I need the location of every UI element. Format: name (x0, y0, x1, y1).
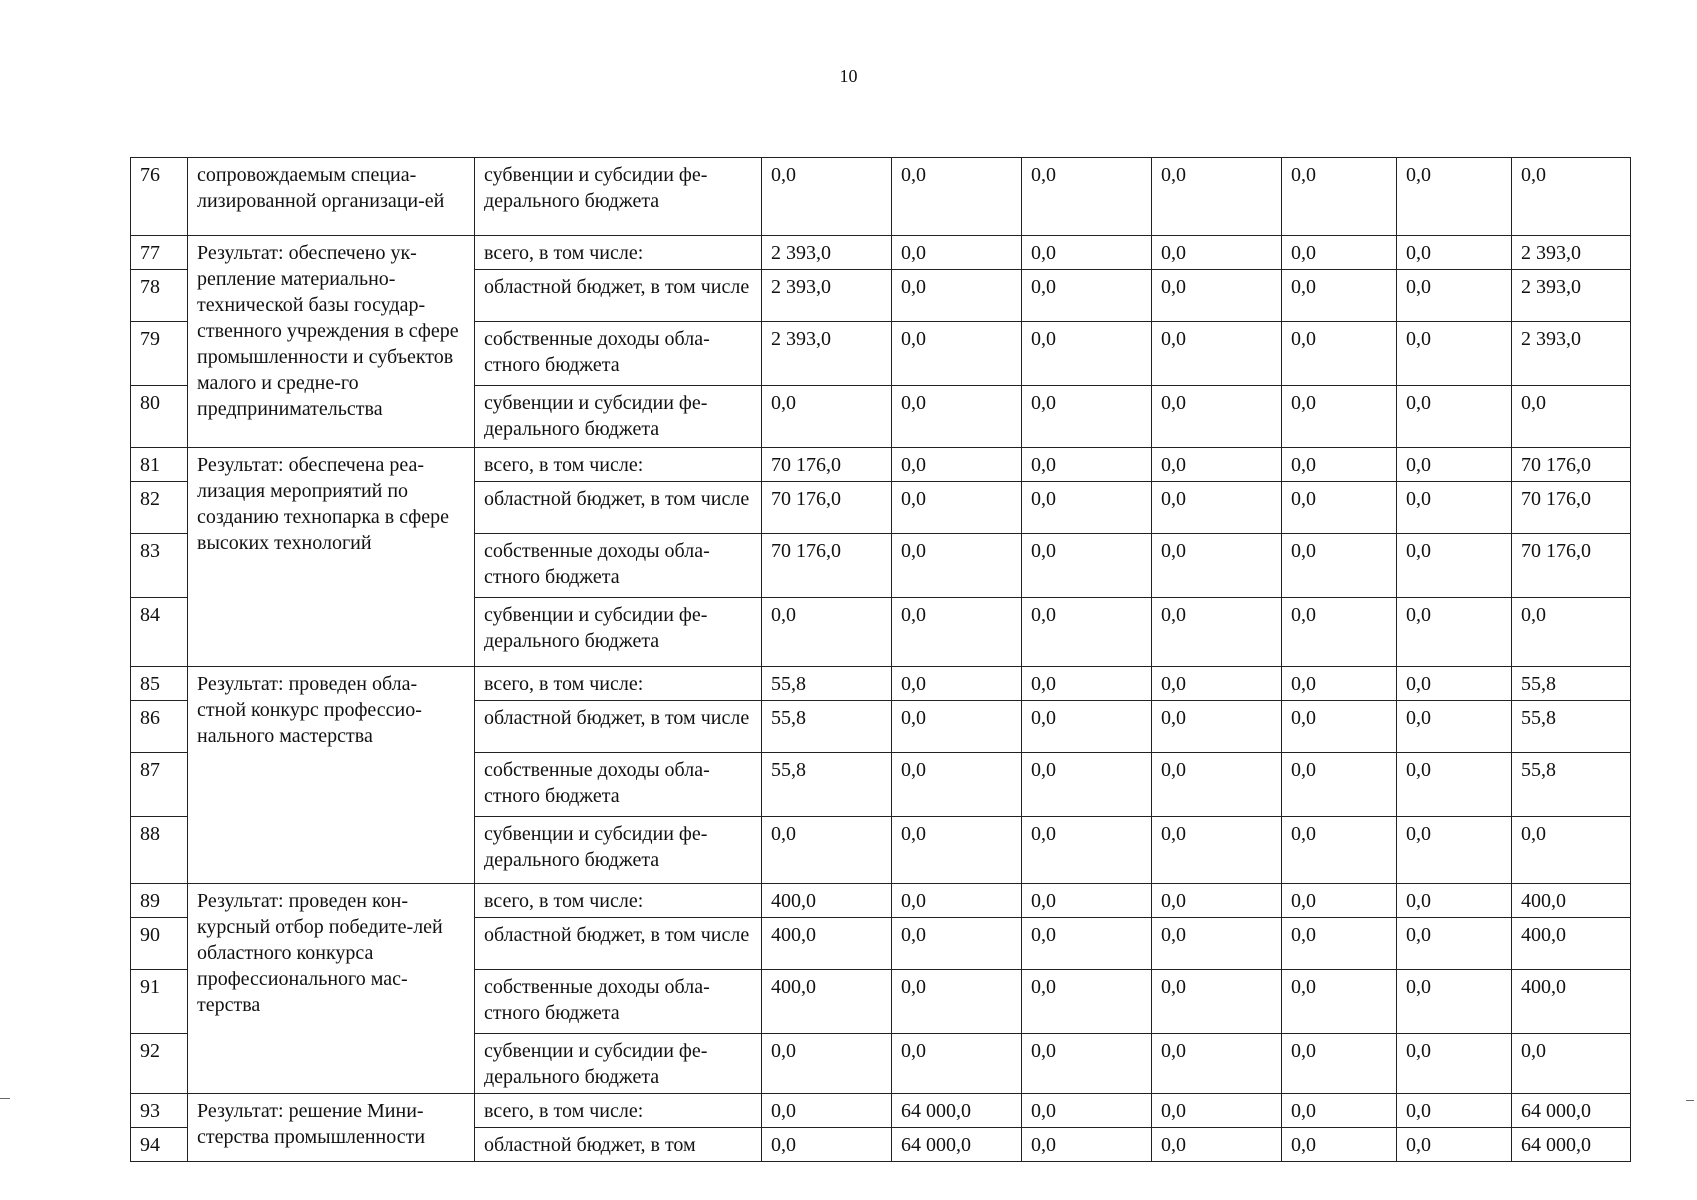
value-cell: 0,0 (1397, 701, 1512, 753)
total-cell: 55,8 (1512, 753, 1631, 817)
value-cell: 0,0 (762, 1094, 892, 1128)
value-cell: 0,0 (1152, 534, 1282, 598)
funding-source: областной бюджет, в том числе (475, 918, 762, 970)
value-cell: 0,0 (892, 482, 1022, 534)
value-cell: 0,0 (892, 534, 1022, 598)
row-number: 93 (131, 1094, 188, 1128)
total-cell: 70 176,0 (1512, 448, 1631, 482)
total-cell: 0,0 (1512, 158, 1631, 236)
table-row (131, 448, 1631, 482)
row-number: 94 (131, 1128, 188, 1162)
result-description: Результат: проведен кон-курсный отбор победите-лей областного конкурса профессионального мас-терства (188, 884, 475, 1094)
total-cell: 2 393,0 (1512, 236, 1631, 270)
value-cell: 0,0 (1152, 884, 1282, 918)
value-cell: 0,0 (1282, 817, 1397, 884)
funding-source: субвенции и субсидии фе-дерального бюджета (475, 158, 762, 236)
scan-mark (0, 1098, 10, 1099)
value-cell: 0,0 (1152, 236, 1282, 270)
value-cell: 0,0 (1282, 753, 1397, 817)
result-description: Результат: обеспечено ук-репление материально-технической базы государ-ственного учреждения в сфере промышленности и субъектов малого и средне-го предпринимательства (188, 236, 475, 448)
total-cell: 55,8 (1512, 701, 1631, 753)
funding-source: собственные доходы обла-стного бюджета (475, 534, 762, 598)
value-cell: 0,0 (1022, 918, 1152, 970)
result-description: Результат: обеспечена реа-лизация мероприятий по созданию технопарка в сфере высоких технологий (188, 448, 475, 667)
value-cell: 0,0 (1022, 386, 1152, 448)
value-cell: 0,0 (1282, 667, 1397, 701)
value-cell: 400,0 (762, 970, 892, 1034)
value-cell: 0,0 (892, 970, 1022, 1034)
value-cell: 0,0 (1022, 884, 1152, 918)
value-cell: 0,0 (1152, 158, 1282, 236)
value-cell: 0,0 (892, 236, 1022, 270)
value-cell: 0,0 (1282, 884, 1397, 918)
row-number: 84 (131, 598, 188, 667)
value-cell: 55,8 (762, 753, 892, 817)
funding-source: собственные доходы обла-стного бюджета (475, 753, 762, 817)
value-cell: 0,0 (1022, 817, 1152, 884)
funding-source: всего, в том числе: (475, 1094, 762, 1128)
value-cell: 0,0 (1282, 448, 1397, 482)
value-cell: 70 176,0 (762, 448, 892, 482)
value-cell: 0,0 (1282, 482, 1397, 534)
row-number: 91 (131, 970, 188, 1034)
value-cell: 0,0 (1152, 701, 1282, 753)
value-cell: 0,0 (892, 817, 1022, 884)
value-cell: 0,0 (1022, 482, 1152, 534)
value-cell: 0,0 (1022, 448, 1152, 482)
total-cell: 400,0 (1512, 970, 1631, 1034)
value-cell: 0,0 (892, 884, 1022, 918)
row-number: 87 (131, 753, 188, 817)
value-cell: 0,0 (892, 701, 1022, 753)
value-cell: 0,0 (1022, 270, 1152, 322)
value-cell: 0,0 (1397, 236, 1512, 270)
value-cell: 0,0 (1152, 1034, 1282, 1094)
value-cell: 0,0 (1022, 1034, 1152, 1094)
funding-source: областной бюджет, в том числе (475, 701, 762, 753)
budget-table (130, 157, 1631, 1162)
row-number: 80 (131, 386, 188, 448)
row-number: 85 (131, 667, 188, 701)
value-cell: 0,0 (892, 1034, 1022, 1094)
total-cell: 0,0 (1512, 386, 1631, 448)
value-cell: 0,0 (1397, 270, 1512, 322)
total-cell: 0,0 (1512, 1034, 1631, 1094)
value-cell: 0,0 (1397, 753, 1512, 817)
total-cell: 64 000,0 (1512, 1128, 1631, 1162)
value-cell: 0,0 (1397, 322, 1512, 386)
value-cell: 0,0 (1282, 158, 1397, 236)
value-cell: 0,0 (1152, 598, 1282, 667)
value-cell: 0,0 (1397, 158, 1512, 236)
value-cell: 0,0 (1022, 158, 1152, 236)
funding-source: областной бюджет, в том (475, 1128, 762, 1162)
row-number: 90 (131, 918, 188, 970)
page-number: 10 (839, 66, 858, 86)
value-cell: 0,0 (762, 817, 892, 884)
value-cell: 0,0 (762, 598, 892, 667)
value-cell: 0,0 (1152, 817, 1282, 884)
funding-source: всего, в том числе: (475, 448, 762, 482)
funding-source: всего, в том числе: (475, 884, 762, 918)
total-cell: 70 176,0 (1512, 534, 1631, 598)
total-cell: 70 176,0 (1512, 482, 1631, 534)
value-cell: 0,0 (1397, 598, 1512, 667)
value-cell: 0,0 (1282, 1128, 1397, 1162)
value-cell: 70 176,0 (762, 482, 892, 534)
value-cell: 0,0 (892, 448, 1022, 482)
value-cell: 0,0 (1152, 322, 1282, 386)
value-cell: 0,0 (762, 1034, 892, 1094)
value-cell: 0,0 (1397, 970, 1512, 1034)
row-number: 77 (131, 236, 188, 270)
result-description: сопровождаемым специа-лизированной организаци-ей (188, 158, 475, 236)
value-cell: 0,0 (1022, 970, 1152, 1034)
value-cell: 0,0 (1022, 322, 1152, 386)
row-number: 88 (131, 817, 188, 884)
value-cell: 0,0 (1152, 386, 1282, 448)
row-number: 79 (131, 322, 188, 386)
total-cell: 0,0 (1512, 817, 1631, 884)
value-cell: 0,0 (1397, 884, 1512, 918)
value-cell: 0,0 (1152, 753, 1282, 817)
row-number: 78 (131, 270, 188, 322)
value-cell: 2 393,0 (762, 322, 892, 386)
value-cell: 64 000,0 (892, 1094, 1022, 1128)
row-number: 83 (131, 534, 188, 598)
value-cell: 400,0 (762, 918, 892, 970)
value-cell: 70 176,0 (762, 534, 892, 598)
scan-mark (1686, 1100, 1694, 1101)
value-cell: 2 393,0 (762, 236, 892, 270)
value-cell: 0,0 (1152, 270, 1282, 322)
value-cell: 0,0 (1282, 701, 1397, 753)
funding-source: субвенции и субсидии фе-дерального бюджета (475, 386, 762, 448)
value-cell: 64 000,0 (892, 1128, 1022, 1162)
funding-source: областной бюджет, в том числе (475, 270, 762, 322)
row-number: 76 (131, 158, 188, 236)
value-cell: 55,8 (762, 667, 892, 701)
value-cell: 0,0 (1397, 386, 1512, 448)
value-cell: 0,0 (1397, 534, 1512, 598)
table-row (131, 1094, 1631, 1128)
total-cell: 400,0 (1512, 884, 1631, 918)
value-cell: 0,0 (1282, 598, 1397, 667)
value-cell: 0,0 (1282, 918, 1397, 970)
value-cell: 0,0 (892, 753, 1022, 817)
row-number: 92 (131, 1034, 188, 1094)
funding-source: субвенции и субсидии фе-дерального бюджета (475, 817, 762, 884)
value-cell: 0,0 (1152, 482, 1282, 534)
table-row (131, 667, 1631, 701)
value-cell: 2 393,0 (762, 270, 892, 322)
value-cell: 0,0 (1397, 1128, 1512, 1162)
total-cell: 64 000,0 (1512, 1094, 1631, 1128)
value-cell: 0,0 (1152, 1094, 1282, 1128)
value-cell: 0,0 (1022, 1094, 1152, 1128)
value-cell: 0,0 (1282, 534, 1397, 598)
value-cell: 0,0 (892, 322, 1022, 386)
total-cell: 2 393,0 (1512, 270, 1631, 322)
result-description: Результат: проведен обла-стной конкурс профессио-нального мастерства (188, 667, 475, 884)
funding-source: субвенции и субсидии фе-дерального бюджета (475, 1034, 762, 1094)
table-row (131, 884, 1631, 918)
funding-source: всего, в том числе: (475, 236, 762, 270)
value-cell: 400,0 (762, 884, 892, 918)
value-cell: 0,0 (1397, 1094, 1512, 1128)
row-number: 81 (131, 448, 188, 482)
row-number: 86 (131, 701, 188, 753)
value-cell: 0,0 (1022, 236, 1152, 270)
row-number: 89 (131, 884, 188, 918)
value-cell: 0,0 (1397, 817, 1512, 884)
value-cell: 0,0 (1282, 1094, 1397, 1128)
value-cell: 0,0 (892, 598, 1022, 667)
value-cell: 0,0 (1397, 918, 1512, 970)
value-cell: 0,0 (1022, 667, 1152, 701)
value-cell: 0,0 (1152, 1128, 1282, 1162)
result-description: Результат: решение Мини-стерства промышленности (188, 1094, 475, 1162)
value-cell: 0,0 (1152, 970, 1282, 1034)
value-cell: 0,0 (892, 667, 1022, 701)
value-cell: 0,0 (762, 158, 892, 236)
value-cell: 0,0 (1022, 598, 1152, 667)
value-cell: 0,0 (1397, 448, 1512, 482)
funding-source: субвенции и субсидии фе-дерального бюджета (475, 598, 762, 667)
value-cell: 0,0 (892, 918, 1022, 970)
funding-source: собственные доходы обла-стного бюджета (475, 322, 762, 386)
total-cell: 55,8 (1512, 667, 1631, 701)
value-cell: 0,0 (1282, 270, 1397, 322)
funding-source: собственные доходы обла-стного бюджета (475, 970, 762, 1034)
value-cell: 0,0 (762, 1128, 892, 1162)
value-cell: 0,0 (892, 270, 1022, 322)
value-cell: 0,0 (1282, 322, 1397, 386)
value-cell: 0,0 (1282, 970, 1397, 1034)
value-cell: 0,0 (1152, 667, 1282, 701)
value-cell: 0,0 (1022, 753, 1152, 817)
value-cell: 55,8 (762, 701, 892, 753)
value-cell: 0,0 (1152, 918, 1282, 970)
funding-source: всего, в том числе: (475, 667, 762, 701)
value-cell: 0,0 (892, 158, 1022, 236)
value-cell: 0,0 (1397, 482, 1512, 534)
table-row (131, 158, 1631, 236)
value-cell: 0,0 (1282, 1034, 1397, 1094)
total-cell: 2 393,0 (1512, 322, 1631, 386)
value-cell: 0,0 (1022, 701, 1152, 753)
value-cell: 0,0 (1397, 667, 1512, 701)
table-row (131, 236, 1631, 270)
total-cell: 400,0 (1512, 918, 1631, 970)
value-cell: 0,0 (1022, 534, 1152, 598)
value-cell: 0,0 (1282, 236, 1397, 270)
row-number: 82 (131, 482, 188, 534)
value-cell: 0,0 (892, 386, 1022, 448)
total-cell: 0,0 (1512, 598, 1631, 667)
value-cell: 0,0 (762, 386, 892, 448)
value-cell: 0,0 (1022, 1128, 1152, 1162)
value-cell: 0,0 (1152, 448, 1282, 482)
value-cell: 0,0 (1397, 1034, 1512, 1094)
value-cell: 0,0 (1282, 386, 1397, 448)
funding-source: областной бюджет, в том числе (475, 482, 762, 534)
